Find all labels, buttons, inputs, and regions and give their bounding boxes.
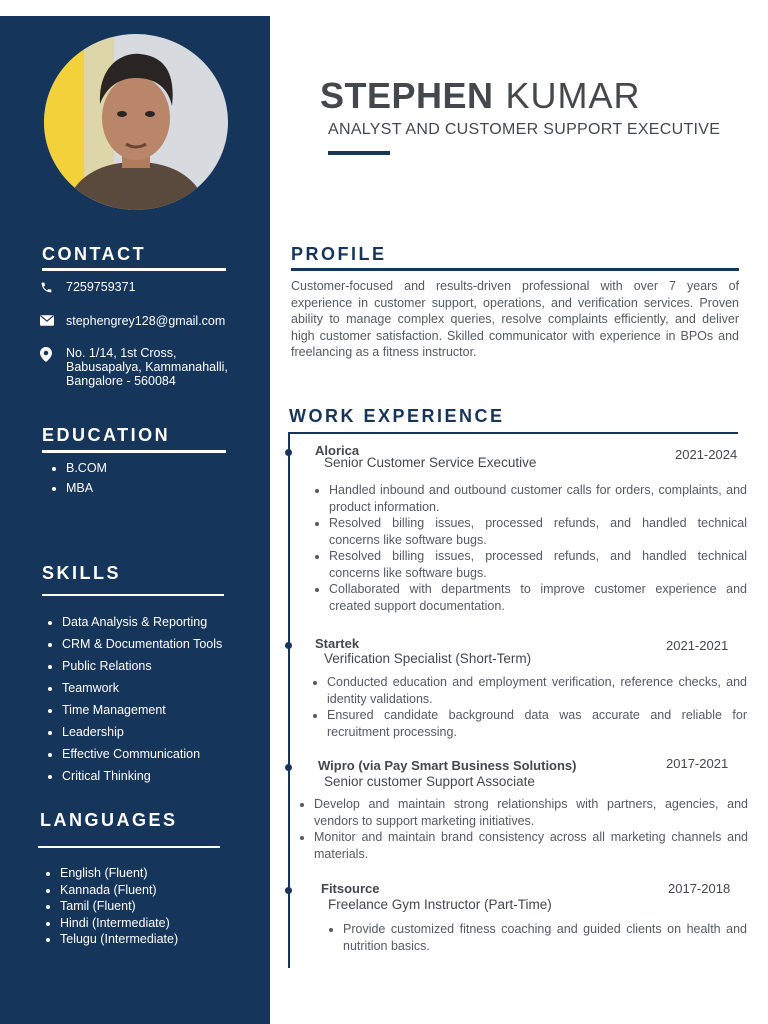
job-bullet: • Resolved billing issues, processed refunds, and handled technical concerns like software bugs. <box>329 548 747 581</box>
education-divider <box>42 450 226 453</box>
job-dates: 2017-2021 <box>666 756 729 771</box>
languages-list <box>40 865 178 948</box>
timeline-dot <box>285 887 292 894</box>
skills-list <box>42 611 222 787</box>
skills-heading: SKILLS <box>42 563 122 583</box>
candidate-name <box>320 74 641 118</box>
first-name: STEPHEN <box>320 75 494 116</box>
education-list <box>46 458 107 498</box>
timeline-dot <box>285 764 292 771</box>
language-item: • Kannada (Fluent) <box>60 882 178 899</box>
job-company: Wipro (via Pay Smart Business Solutions) <box>318 758 577 773</box>
contact-address <box>40 346 228 388</box>
contact-phone <box>40 280 136 294</box>
job-title: Senior Customer Service Executive <box>324 455 537 470</box>
job-title: Verification Specialist (Short-Term) <box>324 651 532 666</box>
profile-photo <box>44 34 228 210</box>
education-heading: EDUCATION <box>42 425 171 445</box>
skill-item: • CRM & Documentation Tools <box>62 633 222 655</box>
job-bullet: • Ensured candidate background data was accurate and reliable for recruitment processing. <box>327 707 747 740</box>
job-bullet: • Provide customized fitness coaching and guided clients on health and nutrition basics. <box>343 921 747 954</box>
skill-item: • Effective Communication <box>62 743 222 765</box>
profile-photo-illustration <box>44 34 228 210</box>
job-bullet: • Resolved billing issues, processed refunds, and handled technical concerns like software bugs. <box>329 515 747 548</box>
phone-number[interactable]: 7259759371 <box>66 280 136 294</box>
location-pin-icon <box>40 346 66 362</box>
languages-divider <box>38 846 220 848</box>
job-company: Startek <box>315 636 360 651</box>
job-bullets <box>328 921 747 954</box>
language-item: • Hindi (Intermediate) <box>60 915 178 932</box>
job-bullet: • Develop and maintain strong relationships with partners, agencies, and vendors to support marketing initiatives. <box>314 796 748 829</box>
skill-item: • Public Relations <box>62 655 222 677</box>
job-bullet: • Handled inbound and outbound customer calls for orders, complaints, and product information. <box>329 482 747 515</box>
skill-item: • Data Analysis & Reporting <box>62 611 222 633</box>
language-item: • English (Fluent) <box>60 865 178 882</box>
job-bullets <box>314 482 747 614</box>
last-name: KUMAR <box>505 75 641 116</box>
experience-heading: WORK EXPERIENCE <box>289 406 505 426</box>
skill-item: • Critical Thinking <box>62 765 222 787</box>
email-address[interactable]: stephengrey128@gmail.com <box>66 314 226 328</box>
language-item: • Telugu (Intermediate) <box>60 931 178 948</box>
contact-email <box>40 314 225 328</box>
profile-summary: Customer-focused and results-driven professional with over 7 years of experience in customer support, operations, and verification services. Proven ability to manage complex queries, resolve complaints efficiently, and deliver high customer satisfaction. Skilled communicator with experience in BPOs and freelancing as a fitness instructor. <box>291 279 739 359</box>
contact-heading: CONTACT <box>42 244 147 264</box>
sidebar <box>0 16 270 1024</box>
experience-divider <box>288 432 738 434</box>
job-bullet: • Conducted education and employment verification, reference checks, and identity validations. <box>327 674 747 707</box>
address-text: No. 1/14, 1st Cross, Babusapalya, Kammanahalli, Bangalore - 560084 <box>66 346 228 388</box>
job-dates: 2021-2021 <box>666 638 729 653</box>
timeline-dot <box>285 642 292 649</box>
job-bullets <box>299 796 748 862</box>
skill-item: • Time Management <box>62 699 222 721</box>
language-item: • Tamil (Fluent) <box>60 898 178 915</box>
job-company: Fitsource <box>321 881 380 896</box>
job-bullet: • Collaborated with departments to improve customer experience and created support documentation. <box>329 581 747 614</box>
job-title: Senior customer Support Associate <box>324 774 535 789</box>
skills-divider <box>42 594 224 596</box>
languages-heading: LANGUAGES <box>40 810 178 830</box>
education-item: • MBA <box>66 478 107 498</box>
contact-divider <box>42 268 226 271</box>
job-company: Alorica <box>315 443 360 458</box>
job-bullet: • Monitor and maintain brand consistency across all marketing channels and materials. <box>314 829 748 862</box>
education-item: • B.COM <box>66 458 107 478</box>
role-underline <box>328 151 390 155</box>
job-dates: 2017-2018 <box>668 881 731 896</box>
phone-icon <box>40 280 66 294</box>
job-role: ANALYST AND CUSTOMER SUPPORT EXECUTIVE <box>328 121 721 138</box>
email-icon <box>40 314 66 326</box>
job-bullets <box>312 674 747 740</box>
profile-divider <box>291 268 739 271</box>
skill-item: • Leadership <box>62 721 222 743</box>
profile-heading: PROFILE <box>291 244 387 264</box>
timeline-dot <box>285 449 292 456</box>
job-title: Freelance Gym Instructor (Part-Time) <box>328 897 552 912</box>
job-dates: 2021-2024 <box>675 447 738 462</box>
skill-item: • Teamwork <box>62 677 222 699</box>
